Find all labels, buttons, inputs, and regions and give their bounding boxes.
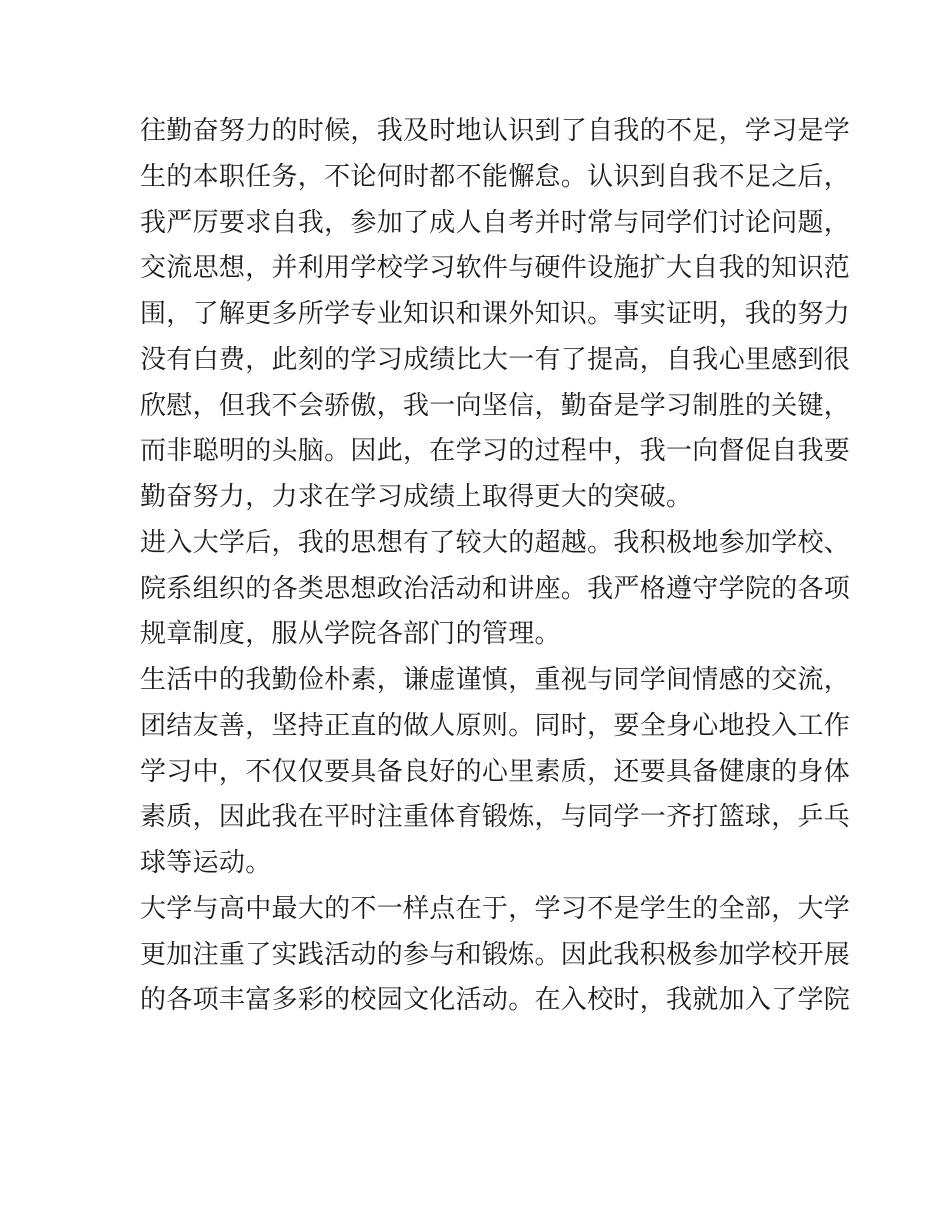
text-line: 球等运动。 <box>140 848 272 878</box>
text-line: 更加注重了实践活动的参与和锻炼。因此我积极参加学校开展 <box>140 939 851 970</box>
text-line: 围，了解更多所学专业知识和课外知识。事实证明，我的努力 <box>140 299 851 329</box>
text-line: 往勤奋努力的时候，我及时地认识到了自我的不足，学习是学 <box>140 116 851 146</box>
text-line: 院系组织的各类思想政治活动和讲座。我严格遵守学院的各项 <box>140 573 851 604</box>
text-line: 规章制度，服从学院各部门的管理。 <box>140 619 561 650</box>
text-line: 的各项丰富多彩的校园文化活动。在入校时，我就加入了学院 <box>140 985 851 1016</box>
text-line: 而非聪明的头脑。因此，在学习的过程中，我一向督促自我要 <box>140 436 851 467</box>
text-line: 没有白费，此刻的学习成绩比大一有了提高，自我心里感到很 <box>140 344 851 375</box>
text-line: 生活中的我勤俭朴素，谦虚谨慎，重视与同学间情感的交流， <box>140 665 851 695</box>
text-line: 交流思想，并利用学校学习软件与硬件设施扩大自我的知识范 <box>140 253 851 284</box>
text-line: 生的本职任务，不论何时都不能懈怠。认识到自我不足之后， <box>140 161 851 192</box>
text-line: 我严厉要求自我，参加了成人自考并时常与同学们讨论问题， <box>140 207 851 238</box>
text-line: 团结友善，坚持正直的做人原则。同时，要全身心地投入工作 <box>140 710 851 741</box>
text-line: 学习中，不仅仅要具备良好的心里素质，还要具备健康的身体 <box>140 756 851 787</box>
text-line: 素质，因此我在平时注重体育锻炼，与同学一齐打篮球，乒乓 <box>140 802 851 833</box>
text-line: 欣慰，但我不会骄傲，我一向坚信，勤奋是学习制胜的关键， <box>140 390 851 421</box>
text-line: 勤奋努力，力求在学习成绩上取得更大的突破。 <box>140 482 693 512</box>
text-line: 大学与高中最大的不一样点在于，学习不是学生的全部，大学 <box>140 893 851 924</box>
document-body <box>140 109 851 1024</box>
text-line: 进入大学后，我的思想有了较大的超越。我积极地参加学校、 <box>140 527 851 558</box>
